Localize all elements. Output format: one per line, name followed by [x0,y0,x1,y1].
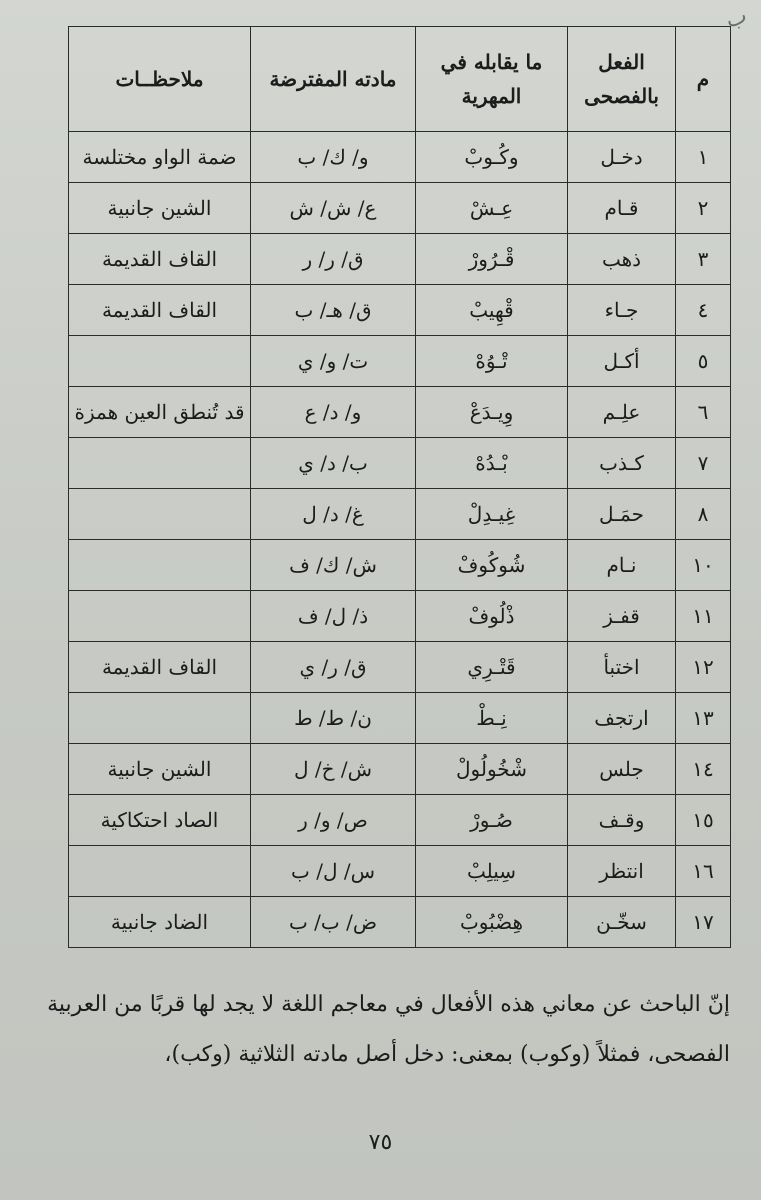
cell-verb: دخـل [568,132,676,183]
cell-notes: القاف القديمة [69,642,251,693]
cell-notes [69,846,251,897]
table-row [69,387,731,438]
cell-mehri: شُوكُوفْ [416,540,568,591]
cell-verb: حمَـل [568,489,676,540]
cell-root: ذ/ ل/ ف [251,591,416,642]
cell-notes [69,336,251,387]
cell-mehri: ذْلُوفْ [416,591,568,642]
cell-notes [69,489,251,540]
header-verb: الفعل بالفصحى [568,27,676,132]
cell-verb: قـام [568,183,676,234]
table-row [69,183,731,234]
cell-mehri: شْخُولُولْ [416,744,568,795]
table-row [69,795,731,846]
table-row [69,336,731,387]
cell-notes: الصاد احتكاكية [69,795,251,846]
table-row [69,846,731,897]
cell-num: ١٧ [676,897,731,948]
table-row [69,285,731,336]
cell-root: ش/ ك/ ف [251,540,416,591]
cell-mehri: وِيـدَعْ [416,387,568,438]
cell-mehri: هِضْبُوبْ [416,897,568,948]
cell-notes: القاف القديمة [69,234,251,285]
cell-mehri: قَتْـرِي [416,642,568,693]
table-row [69,744,731,795]
cell-root: ش/ خ/ ل [251,744,416,795]
cell-num: ٥ [676,336,731,387]
table-row [69,642,731,693]
header-notes: ملاحظــات [69,27,251,132]
cell-mehri: نِـطْ [416,693,568,744]
cell-verb: وقـف [568,795,676,846]
cell-verb: نـام [568,540,676,591]
cell-num: ٤ [676,285,731,336]
table-row [69,132,731,183]
cell-root: ب/ د/ ي [251,438,416,489]
cell-verb: كـذب [568,438,676,489]
table-row [69,234,731,285]
cell-mehri: سِيلِبْ [416,846,568,897]
header-num: م [676,27,731,132]
cell-verb: جلس [568,744,676,795]
cell-verb: أكـل [568,336,676,387]
corner-mark: ب [722,3,751,34]
cell-num: ٧ [676,438,731,489]
cell-notes [69,693,251,744]
cell-verb: ذهب [568,234,676,285]
cell-root: ق/ ر/ ي [251,642,416,693]
cell-num: ١٠ [676,540,731,591]
cell-root: ض/ ب/ ب [251,897,416,948]
table-row [69,591,731,642]
cell-num: ٢ [676,183,731,234]
cell-num: ١٣ [676,693,731,744]
cell-verb: جـاء [568,285,676,336]
table-row [69,540,731,591]
paragraph-line-1: إنّ الباحث عن معاني هذه الأفعال في معاجم اللغة لا يجد لها قربًا من العربية [47,992,730,1017]
cell-root: غ/ د/ ل [251,489,416,540]
cell-notes [69,540,251,591]
cell-verb: سخّـن [568,897,676,948]
cell-root: ق/ هـ/ ب [251,285,416,336]
verbs-table [68,26,731,948]
table-row [69,438,731,489]
cell-num: ٦ [676,387,731,438]
cell-mehri: عِـشْ [416,183,568,234]
cell-verb: قفـز [568,591,676,642]
cell-root: ت/ و/ ي [251,336,416,387]
cell-root: و/ د/ ع [251,387,416,438]
cell-root: ص/ و/ ر [251,795,416,846]
cell-notes: القاف القديمة [69,285,251,336]
cell-num: ٨ [676,489,731,540]
cell-mehri: صُـورْ [416,795,568,846]
header-mehri: ما يقابله في المهرية [416,27,568,132]
cell-root: ق/ ر/ ر [251,234,416,285]
table-row [69,489,731,540]
paragraph-line-2: الفصحى، فمثلاً (وكوب) بمعنى: دخل أصل مادته الثلاثية (وكب)، [164,1042,730,1067]
header-root: مادته المفترضة [251,27,416,132]
cell-verb: ارتجف [568,693,676,744]
cell-notes: الشين جانبية [69,183,251,234]
cell-mehri: وكُـوبْ [416,132,568,183]
cell-root: ع/ ش/ ش [251,183,416,234]
cell-verb: اختبأ [568,642,676,693]
cell-notes: الضاد جانبية [69,897,251,948]
cell-num: ١٥ [676,795,731,846]
table-body [69,132,731,948]
cell-mehri: غِيـدِلْ [416,489,568,540]
cell-num: ١٢ [676,642,731,693]
cell-mehri: قْـرُورْ [416,234,568,285]
cell-notes: ضمة الواو مختلسة [69,132,251,183]
cell-num: ١١ [676,591,731,642]
cell-mehri: قْهِيبْ [416,285,568,336]
cell-verb: علِـم [568,387,676,438]
page-number: ٧٥ [368,1130,393,1155]
cell-mehri: تْـوُهْ [416,336,568,387]
cell-notes [69,438,251,489]
cell-mehri: بْـدُهْ [416,438,568,489]
cell-root: س/ ل/ ب [251,846,416,897]
table-row [69,693,731,744]
cell-root: و/ ك/ ب [251,132,416,183]
cell-notes [69,591,251,642]
cell-num: ١٤ [676,744,731,795]
cell-num: ٣ [676,234,731,285]
cell-notes: قد تُنطق العين همزة [69,387,251,438]
cell-verb: انتظر [568,846,676,897]
cell-root: ن/ ط/ ط [251,693,416,744]
cell-num: ١٦ [676,846,731,897]
cell-notes: الشين جانبية [69,744,251,795]
table-row [69,897,731,948]
table-header-row [69,27,731,132]
cell-num: ١ [676,132,731,183]
